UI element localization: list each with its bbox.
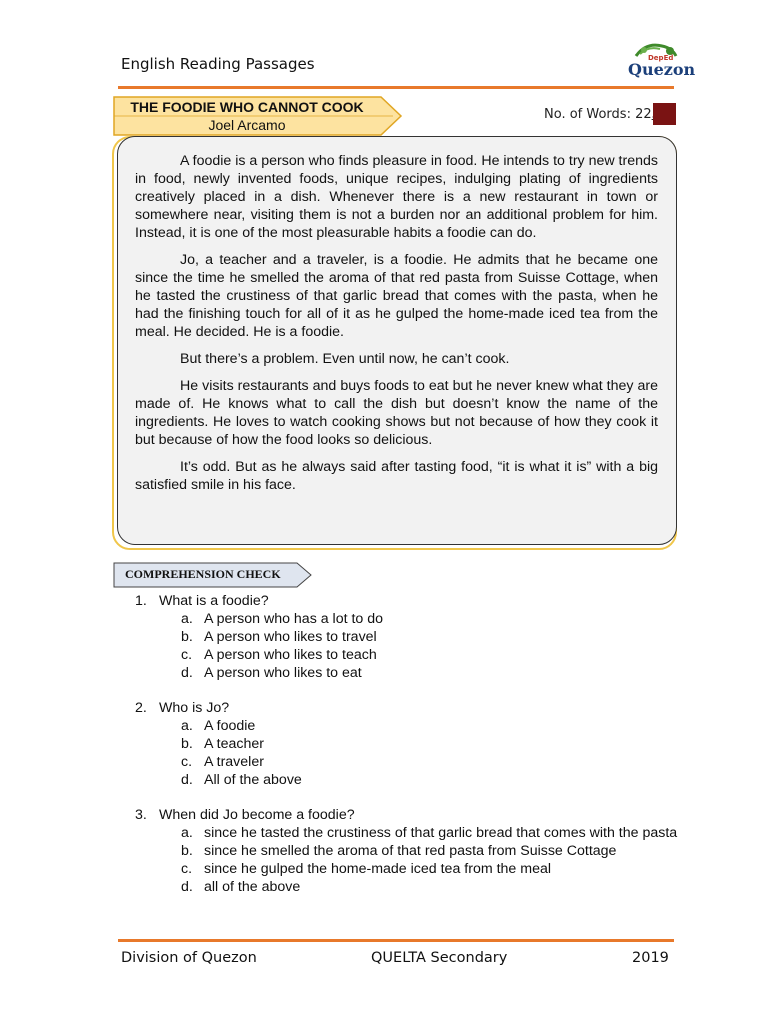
question-1: [135, 592, 680, 682]
word-count-marker: [653, 103, 676, 125]
reading-passage: [117, 136, 677, 545]
story-title-banner: [113, 96, 403, 136]
answer-option: [181, 664, 680, 682]
option-letter: b.: [181, 629, 193, 645]
option-text: A foodie: [204, 718, 256, 734]
answer-option: [181, 860, 680, 878]
footer-division: Division of Quezon: [121, 950, 257, 966]
footer-rule: [118, 939, 674, 942]
story-title: THE FOODIE WHO CANNOT COOK: [130, 99, 364, 115]
option-text: A person who likes to teach: [204, 647, 377, 663]
option-text: since he smelled the aroma of that red pasta from Suisse Cottage: [204, 843, 617, 859]
question-number: 3.: [135, 807, 147, 823]
option-letter: c.: [181, 861, 193, 877]
question-3: [135, 806, 680, 896]
logo-small-text: DepEd: [648, 54, 674, 62]
answer-option: [181, 646, 680, 664]
question-number: 1.: [135, 593, 147, 609]
option-text: since he gulped the home-made iced tea from the meal: [204, 861, 552, 877]
answer-option: [181, 878, 680, 896]
comprehension-check-heading: COMPREHENSION CHECK: [125, 567, 281, 581]
question-list: [135, 592, 680, 913]
footer-program: QUELTA Secondary: [371, 950, 508, 966]
option-letter: a.: [181, 825, 193, 841]
option-text: A person who has a lot to do: [204, 611, 384, 627]
option-text: A traveler: [204, 754, 264, 770]
option-letter: a.: [181, 611, 193, 627]
word-count-label: No. of Words:: [544, 107, 636, 122]
question-2: [135, 699, 680, 789]
answer-option: [181, 628, 680, 646]
question-text: When did Jo become a foodie?: [159, 807, 355, 823]
passage-paragraph: Jo, a teacher and a traveler, is a foodie. He admits that he became one since the time he smelled the aroma of that red pasta from Suisse Cottage, when he tasted the crustiness of that garlic bread that comes with the pasta, when he had the finishing touch for all of it as he gulped the home-made iced tea from the meal. He decided. He is a foodie.: [135, 252, 658, 340]
logo-main-text: Quezon: [628, 60, 696, 79]
answer-option: [181, 610, 680, 628]
option-letter: a.: [181, 718, 193, 734]
option-letter: d.: [181, 665, 193, 681]
header-rule: [118, 86, 674, 89]
word-count-prefix: 22: [635, 107, 652, 122]
story-author: Joel Arcamo: [208, 117, 286, 133]
word-count: [544, 107, 660, 122]
answer-option: [181, 824, 680, 842]
passage-paragraph: He visits restaurants and buys foods to eat but he never knew what they are made of. He knows what to call the dish but doesn’t know the name of the ingredients. He loves to watch cooking shows but not because of how they cook it but because of how the food looks so delicious.: [135, 378, 658, 448]
deped-quezon-logo: [626, 42, 696, 80]
answer-option: [181, 717, 680, 735]
option-text: All of the above: [204, 772, 302, 788]
answer-option: [181, 753, 680, 771]
passage-paragraph: A foodie is a person who finds pleasure in food. He intends to try new trends in food, newly invented foods, unique recipes, indulging plating of ingredients creatively placed in a dish. Whenever there is a new restaurant in town or somewhere near, visiting them is not a burden nor an additional problem for him. Instead, it is one of the most pleasurable habits a foodie can do.: [135, 153, 658, 241]
question-number: 2.: [135, 700, 147, 716]
document-header-title: English Reading Passages: [121, 55, 315, 73]
answer-option: [181, 735, 680, 753]
option-letter: d.: [181, 879, 193, 895]
option-text: A person who likes to eat: [204, 665, 362, 681]
option-text: all of the above: [204, 879, 301, 895]
answer-option: [181, 842, 680, 860]
question-text: What is a foodie?: [159, 593, 269, 609]
answer-option: [181, 771, 680, 789]
footer-year: 2019: [632, 950, 669, 966]
comprehension-check-banner: [113, 562, 313, 588]
passage-paragraph: It’s odd. But as he always said after tasting food, “it is what it is” with a big satisfied smile in his face.: [135, 459, 658, 493]
option-text: since he tasted the crustiness of that garlic bread that comes with the pasta: [204, 825, 678, 841]
option-text: A person who likes to travel: [204, 629, 377, 645]
option-letter: b.: [181, 736, 193, 752]
passage-paragraph: But there’s a problem. Even until now, he can’t cook.: [180, 351, 510, 367]
option-letter: c.: [181, 754, 193, 770]
option-text: A teacher: [204, 736, 264, 752]
option-letter: d.: [181, 772, 193, 788]
option-letter: b.: [181, 843, 193, 859]
question-text: Who is Jo?: [159, 700, 230, 716]
option-letter: c.: [181, 647, 193, 663]
